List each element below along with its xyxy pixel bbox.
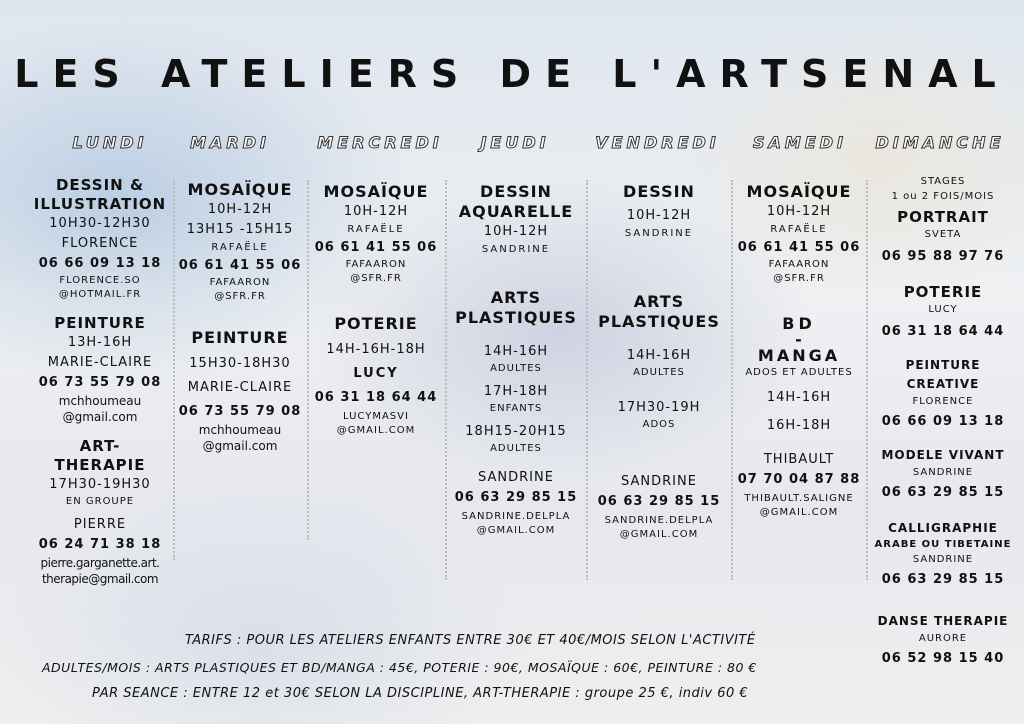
- workshop-peinture: [176, 328, 304, 454]
- column-dimanche: [868, 174, 1018, 669]
- workshop-time: 14H-16H-18H: [326, 342, 426, 357]
- workshop-time: 13H15 -15H15: [186, 222, 294, 237]
- workshop-danse-therapie: [868, 612, 1018, 669]
- workshop-time: 17H-18H: [483, 384, 549, 399]
- workshop-time: 18H15-20H15: [465, 424, 567, 439]
- workshop-time: 13H-16H: [67, 335, 133, 350]
- workshop-time: 14H-16H: [483, 344, 549, 359]
- workshop-arts-plastiques: [448, 288, 584, 538]
- workshop-time: 16H-18H: [766, 418, 832, 433]
- teacher-name: RAFAËLE: [770, 224, 828, 235]
- workshop-name: MODELE VIVANT: [881, 448, 1005, 462]
- workshop-note: ADOS: [642, 419, 676, 430]
- teacher-name: MARIE-CLAIRE: [187, 380, 293, 395]
- phone-number: 06 63 29 85 15: [597, 494, 721, 509]
- teacher-name: THIBAULT: [763, 452, 835, 467]
- workshop-portrait: [868, 208, 1018, 267]
- workshop-name: MOSAÏQUE: [746, 182, 852, 201]
- email: mchhoumeau: [58, 394, 142, 408]
- day-vendredi: VENDREDI: [595, 133, 720, 152]
- phone-number: 06 61 41 55 06: [314, 240, 438, 255]
- column-lundi: [30, 176, 170, 587]
- workshop-art-therapie: [30, 437, 170, 587]
- email: LUCYMASVI: [343, 411, 409, 422]
- workshop-name: PORTRAIT: [897, 208, 989, 226]
- workshop-name: POTERIE: [334, 314, 418, 333]
- teacher-name: SANDRINE: [621, 474, 697, 489]
- teacher-name: PIERRE: [73, 517, 127, 532]
- workshop-time: 10H-12H: [343, 204, 409, 219]
- email: @SFR.FR: [773, 273, 825, 284]
- teacher-name: LUCY: [353, 366, 399, 381]
- workshop-modele-vivant: [868, 446, 1018, 503]
- workshop-dessin-aquarelle: [448, 182, 584, 258]
- workshop-subtitle: ARABE OU TIBETAINE: [874, 539, 1012, 550]
- workshop-time: 10H30-12H30: [49, 216, 151, 231]
- email: @GMAIL.COM: [759, 507, 839, 518]
- workshop-note: ADOS ET ADULTES: [745, 367, 853, 378]
- workshop-time: 17H30-19H30: [49, 477, 151, 492]
- teacher-name: SANDRINE: [912, 467, 974, 478]
- workshop-note: EN GROUPE: [65, 496, 135, 507]
- phone-number: 06 63 29 85 15: [454, 490, 578, 505]
- workshop-name: PLASTIQUES: [598, 312, 720, 331]
- email: @HOTMAIL.FR: [58, 289, 142, 300]
- phone-number: 06 63 29 85 15: [881, 485, 1005, 500]
- email: therapie@gmail.com: [41, 572, 159, 586]
- phone-number: 06 73 55 79 08: [178, 404, 302, 419]
- email: SANDRINE.DELPLA: [461, 511, 571, 522]
- day-samedi: SAMEDI: [753, 133, 847, 152]
- workshop-time: 14H-16H: [626, 348, 692, 363]
- email: SANDRINE.DELPLA: [604, 515, 714, 526]
- workshop-note: ADULTES: [490, 443, 542, 454]
- teacher-name: SANDRINE: [478, 470, 554, 485]
- email: @GMAIL.COM: [336, 425, 416, 436]
- workshop-dessin: [589, 182, 729, 242]
- phone-number: 06 31 18 64 44: [881, 324, 1005, 339]
- phone-number: 06 31 18 64 44: [314, 390, 438, 405]
- column-mercredi: [310, 182, 442, 438]
- workshop-mosaique: [176, 180, 304, 304]
- workshop-poterie: [868, 283, 1018, 342]
- email: @gmail.com: [62, 410, 138, 424]
- workshop-time: 14H-16H: [766, 390, 832, 405]
- workshop-name: AQUARELLE: [458, 202, 574, 221]
- workshop-name: -: [795, 330, 803, 349]
- column-separator: [586, 180, 588, 580]
- workshop-time: 15H30-18H30: [189, 356, 291, 371]
- workshop-time: 10H-12H: [483, 224, 549, 239]
- email: @SFR.FR: [350, 273, 402, 284]
- email: FAFAARON: [345, 259, 407, 270]
- workshop-name: THERAPIE: [54, 456, 146, 474]
- workshop-arts-plastiques: [589, 292, 729, 542]
- workshop-name: POTERIE: [903, 283, 983, 301]
- teacher-name: RAFAËLE: [211, 242, 269, 253]
- teacher-name: SANDRINE: [481, 244, 551, 255]
- tarifs-line-1: TARIFS : POUR LES ATELIERS ENFANTS ENTRE 30€ ET 40€/MOIS SELON L'ACTIVITÉ: [185, 633, 756, 648]
- phone-number: 06 63 29 85 15: [881, 572, 1005, 587]
- workshop-name: ART-: [79, 437, 121, 455]
- phone-number: 06 61 41 55 06: [737, 240, 861, 255]
- phone-number: 06 61 41 55 06: [178, 258, 302, 273]
- workshop-time: 10H-12H: [207, 202, 273, 217]
- day-jeudi: JEUDI: [480, 133, 550, 152]
- column-separator: [173, 180, 175, 560]
- workshop-name: DESSIN: [623, 182, 695, 201]
- workshop-name: DESSIN: [480, 182, 552, 201]
- workshop-time: 10H-12H: [626, 208, 692, 223]
- teacher-name: SANDRINE: [624, 228, 694, 239]
- teacher-name: SANDRINE: [912, 554, 974, 565]
- day-lundi: LUNDI: [72, 133, 148, 152]
- column-samedi: [734, 182, 864, 520]
- phone-number: 06 52 98 15 40: [881, 651, 1005, 666]
- workshop-name: ILLUSTRATION: [33, 195, 167, 213]
- column-separator: [445, 180, 447, 580]
- teacher-name: LUCY: [928, 304, 958, 315]
- workshop-name: ARTS: [490, 288, 542, 307]
- workshop-bd-manga: [734, 314, 864, 520]
- workshop-name: BD: [782, 314, 816, 333]
- teacher-name: AURORE: [918, 633, 968, 644]
- workshop-name: ARTS: [633, 292, 685, 311]
- column-mardi: [176, 180, 304, 454]
- phone-number: 06 24 71 38 18: [38, 537, 162, 552]
- stages-label: STAGES: [920, 176, 966, 187]
- page-title: LES ATELIERS DE L'ARTSENAL: [14, 52, 1010, 96]
- phone-number: 07 70 04 87 88: [737, 472, 861, 487]
- phone-number: 06 95 88 97 76: [881, 249, 1005, 264]
- teacher-name: MARIE-CLAIRE: [47, 355, 153, 370]
- column-separator: [731, 180, 733, 580]
- teacher-name: FLORENCE: [912, 396, 974, 407]
- workshop-mosaique: [734, 182, 864, 286]
- workshop-note: ENFANTS: [489, 403, 543, 414]
- tarifs-line-2: ADULTES/MOIS : ARTS PLASTIQUES ET BD/MANGA : 45€, POTERIE : 90€, MOSAÏQUE : 60€, PEINTURE : 80 €: [42, 660, 757, 675]
- workshop-name: PEINTURE: [191, 328, 289, 347]
- email: FAFAARON: [768, 259, 830, 270]
- column-jeudi: [448, 182, 584, 538]
- workshop-poterie: [310, 314, 442, 438]
- workshop-name: MOSAÏQUE: [187, 180, 293, 199]
- phone-number: 06 66 09 13 18: [881, 414, 1005, 429]
- workshop-time: 10H-12H: [766, 204, 832, 219]
- email: pierre.garganette.art.: [40, 556, 160, 570]
- tarifs-line-3: PAR SEANCE : ENTRE 12 et 30€ SELON LA DISCIPLINE, ART-THERAPIE : groupe 25 €, indiv 60 €: [92, 686, 749, 701]
- workshop-peinture-creative: [868, 356, 1018, 432]
- column-separator: [307, 180, 309, 540]
- email: @gmail.com: [202, 439, 278, 453]
- email: @GMAIL.COM: [619, 529, 699, 540]
- stages-frequency: 1 ou 2 FOIS/MOIS: [891, 191, 995, 202]
- workshop-name: CALLIGRAPHIE: [888, 521, 998, 535]
- workshop-name: MOSAÏQUE: [323, 182, 429, 201]
- email: @GMAIL.COM: [476, 525, 556, 536]
- phone-number: 06 73 55 79 08: [38, 375, 162, 390]
- workshop-peinture: [30, 314, 170, 425]
- phone-number: 06 66 09 13 18: [38, 256, 162, 271]
- day-mercredi: MERCREDI: [317, 133, 443, 152]
- workshop-name: PLASTIQUES: [455, 308, 577, 327]
- email: FAFAARON: [209, 277, 271, 288]
- workshop-dessin-illustration: [30, 176, 170, 302]
- workshop-calligraphie: [868, 519, 1018, 590]
- teacher-name: SVETA: [924, 229, 962, 240]
- workshop-note: ADULTES: [633, 367, 685, 378]
- email: FLORENCE.SO: [59, 275, 141, 286]
- workshop-time: 17H30-19H: [617, 400, 701, 415]
- workshop-name: PEINTURE CREATIVE: [905, 358, 981, 391]
- teacher-name: FLORENCE: [61, 236, 139, 251]
- workshop-name: DESSIN &: [55, 176, 145, 194]
- email: mchhoumeau: [198, 423, 282, 437]
- workshop-mosaique: [310, 182, 442, 286]
- workshop-name: MANGA: [757, 346, 841, 365]
- day-mardi: MARDI: [190, 133, 270, 152]
- workshop-name: DANSE THERAPIE: [877, 614, 1009, 628]
- day-dimanche: DIMANCHE: [875, 133, 1005, 152]
- email: @SFR.FR: [214, 291, 266, 302]
- teacher-name: RAFAËLE: [347, 224, 405, 235]
- workshop-name: PEINTURE: [54, 314, 146, 332]
- workshop-note: ADULTES: [490, 363, 542, 374]
- email: THIBAULT.SALIGNE: [744, 493, 854, 504]
- column-vendredi: [589, 182, 729, 542]
